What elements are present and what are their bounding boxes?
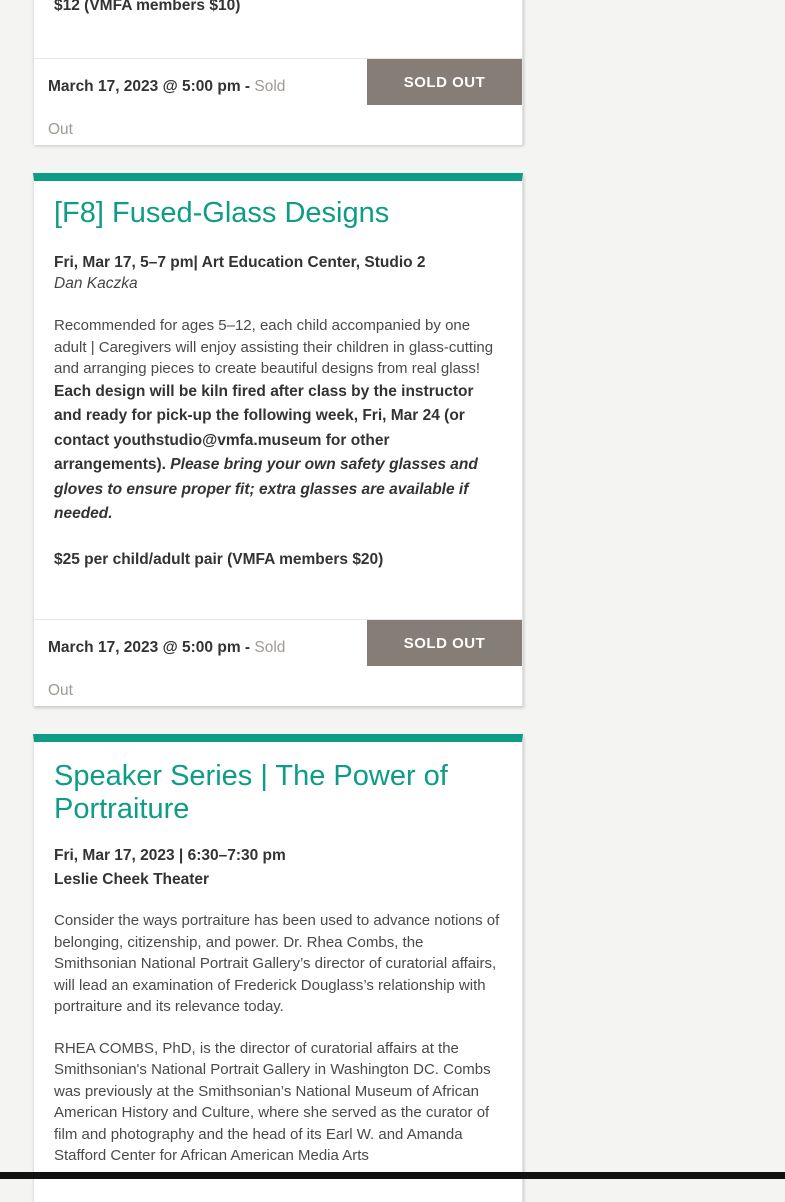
event-description bbox=[54, 315, 502, 527]
event-card-previous bbox=[33, 0, 523, 144]
ticket-date-line bbox=[48, 626, 308, 712]
sold-out-button[interactable]: SOLD OUT bbox=[367, 59, 522, 105]
desc-bold-italic: Please bring your own safety glasses and gloves to ensure proper fit; extra glasses are available if needed. bbox=[54, 456, 478, 522]
event-price: $25 per child/adult pair (VMFA members $20) bbox=[54, 550, 384, 568]
ticket-status: Sold Out bbox=[48, 639, 286, 699]
sold-out-button[interactable]: SOLD OUT bbox=[367, 620, 522, 666]
desc-bold: Each design will be kiln fired after class by the instructor and ready for pick-up the following week, Fri, Mar 24 (or contact youthstudio@vmfa.museum for other arrangements). bbox=[54, 382, 474, 473]
ticket-row bbox=[34, 619, 522, 706]
ticket-status: Sold Out bbox=[48, 78, 286, 138]
event-title[interactable]: Speaker Series | The Power of Portraiture bbox=[54, 760, 448, 825]
event-card-body bbox=[34, 197, 522, 571]
event-card-speaker-series bbox=[33, 734, 523, 1202]
event-card-body bbox=[34, 760, 522, 1167]
event-venue: Leslie Cheek Theater bbox=[54, 871, 210, 888]
ticket-date-line bbox=[48, 65, 308, 151]
ticket-separator: - bbox=[240, 639, 255, 656]
event-card-fused-glass bbox=[33, 173, 523, 706]
event-title[interactable]: [F8] Fused-Glass Designs bbox=[54, 197, 390, 229]
ticket-date: March 17, 2023 @ 5:00 pm bbox=[48, 639, 241, 656]
speaker-bio: RHEA COMBS, PhD, is the director of curatorial affairs at the Smithsonian's National Portrait Gallery in Washington DC. Combs was previously at the Smithsonian’s National Museum of African American History and Culture, where she served as the curator of film and photography and the head of its Earl W. and Amanda Stafford Center for African American Media Arts bbox=[54, 1039, 491, 1164]
window-bottom-edge bbox=[0, 1172, 785, 1179]
event-card-body bbox=[34, 0, 522, 17]
event-datetime-location: Fri, Mar 17, 5–7 pm| Art Education Center, Studio 2 bbox=[54, 254, 426, 271]
ticket-row bbox=[34, 58, 522, 145]
event-datetime: Fri, Mar 17, 2023 | 6:30–7:30 pm bbox=[54, 847, 286, 864]
desc-plain: Recommended for ages 5–12, each child accompanied by one adult | Caregivers will enjoy assisting their children in glass-cutting and arranging pieces to create beautiful designs from real glass! bbox=[54, 317, 494, 377]
ticket-date: March 17, 2023 @ 5:00 pm bbox=[48, 78, 241, 95]
event-description: Consider the ways portraiture has been used to advance notions of belonging, citizenship, and power. Dr. Rhea Combs, the Smithsonian National Portrait Gallery’s director of curatorial affairs, will lead an examination of Frederick Douglass’s relationship with portraiture and its relevance today. bbox=[54, 912, 500, 1015]
event-price: $12 (VMFA members $10) bbox=[54, 0, 241, 14]
event-instructor: Dan Kaczka bbox=[54, 275, 138, 292]
ticket-separator: - bbox=[240, 78, 255, 95]
